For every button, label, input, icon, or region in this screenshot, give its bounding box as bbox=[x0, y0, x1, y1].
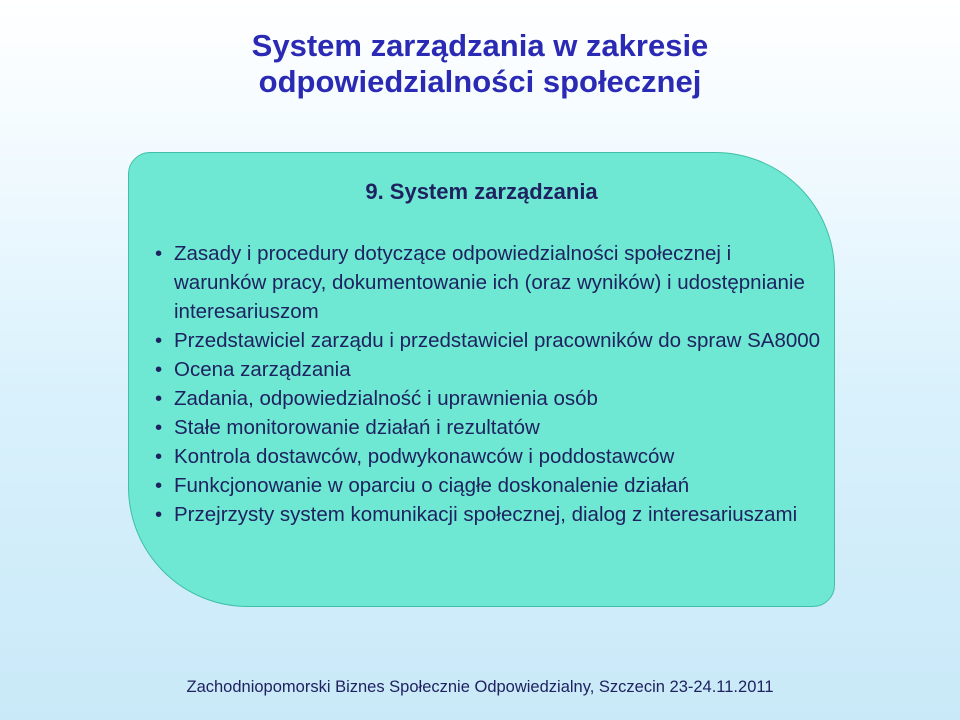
slide-title bbox=[0, 28, 960, 100]
bullet-item: • Funkcjonowanie w oparciu o ciągłe doskonalenie działań bbox=[155, 471, 825, 500]
bullet-item: • Zadania, odpowiedzialność i uprawnienia osób bbox=[155, 384, 825, 413]
bullet-item: • Przedstawiciel zarządu i przedstawiciel pracowników do spraw SA8000 bbox=[155, 326, 825, 355]
bullet-item: • Przejrzysty system komunikacji społecznej, dialog z interesariuszami bbox=[155, 500, 825, 529]
card-heading: 9. System zarządzania bbox=[365, 179, 598, 204]
bullet-item: • Ocena zarządzania bbox=[155, 355, 825, 384]
bullet-item: • Zasady i procedury dotyczące odpowiedzialności społecznej i warunków pracy, dokumentowanie ich (oraz wyników) i udostępnianie interesariuszom bbox=[155, 239, 825, 326]
bullet-list bbox=[155, 239, 825, 529]
bullet-item: • Kontrola dostawców, podwykonawców i poddostawców bbox=[155, 442, 825, 471]
slide-title-line-2: odpowiedzialności społecznej bbox=[258, 64, 702, 99]
slide-footer: Zachodniopomorski Biznes Społecznie Odpowiedzialny, Szczecin 23-24.11.2011 bbox=[186, 678, 774, 696]
bullet-item: • Stałe monitorowanie działań i rezultatów bbox=[155, 413, 825, 442]
content-card bbox=[128, 152, 835, 607]
slide-title-line-1: System zarządzania w zakresie bbox=[251, 28, 709, 63]
